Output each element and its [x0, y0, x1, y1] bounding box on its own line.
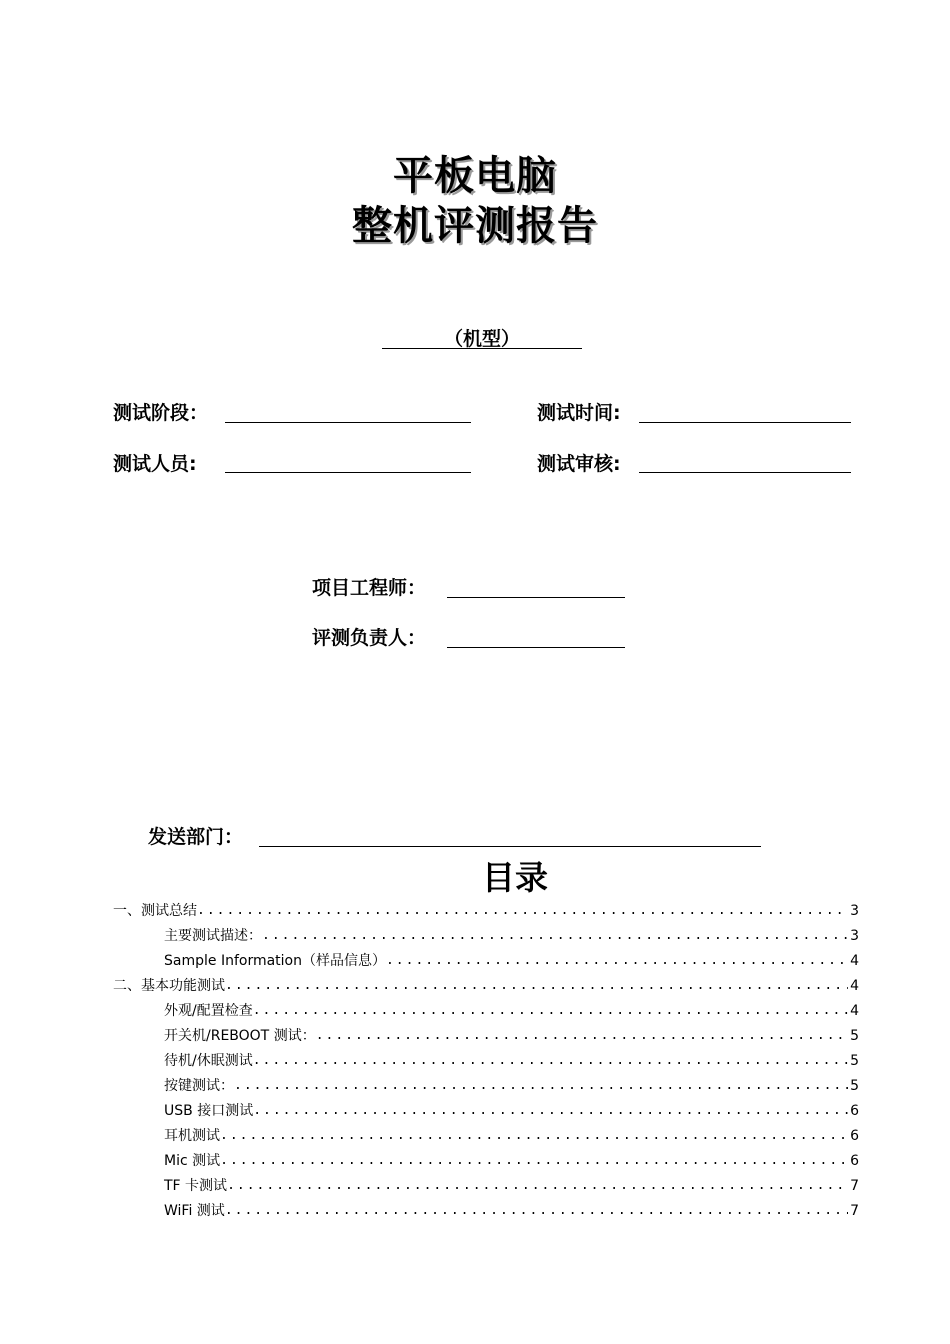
toc-item[interactable] [113, 995, 859, 1020]
toc-item[interactable] [113, 920, 859, 945]
toc-item-text: 一、测试总结 [113, 903, 197, 919]
toc-item-text: 按键测试： [164, 1078, 234, 1094]
toc-leader [225, 1202, 848, 1220]
toc-title: 目录 [482, 858, 548, 897]
test-stage-label: 测试阶段： [113, 402, 209, 424]
toc-item[interactable] [113, 1120, 859, 1145]
toc-item[interactable] [113, 1095, 859, 1120]
test-time-label: 测试时间: [537, 402, 621, 424]
toc-leader [227, 1177, 848, 1195]
toc-item-text: Mic 测试 [164, 1153, 221, 1169]
toc-item-page: 3 [850, 903, 859, 919]
toc-item-page: 4 [850, 1003, 859, 1019]
project-engineer-field[interactable] [447, 597, 625, 598]
toc-item[interactable] [113, 1145, 859, 1170]
toc-item-text: WiFi 测试 [164, 1203, 225, 1219]
toc-item-text: 开关机/REBOOT 测试： [164, 1028, 316, 1044]
toc-item-page: 6 [850, 1128, 859, 1144]
toc-item-text: Sample Information（样品信息） [164, 953, 386, 969]
toc-item[interactable] [113, 1170, 859, 1195]
send-dept-label: 发送部门： [148, 826, 244, 848]
toc-leader [386, 952, 848, 970]
toc-item-text: 主要测试描述： [164, 928, 262, 944]
toc-item[interactable] [113, 895, 859, 920]
toc-leader [253, 1052, 848, 1070]
toc-item-text: 二、基本功能测试 [113, 978, 225, 994]
toc-item-text: USB 接口测试 [164, 1103, 254, 1119]
toc-item-text: 待机/休眠测试 [164, 1053, 253, 1069]
review-label: 测试审核: [537, 453, 621, 475]
send-dept-field[interactable] [259, 846, 761, 847]
title-line-1: 平板电脑 [393, 153, 557, 199]
toc-item-page: 7 [850, 1203, 859, 1219]
toc-leader [220, 1127, 848, 1145]
toc-item-page: 4 [850, 978, 859, 994]
toc-item-text: 外观/配置检查 [164, 1003, 253, 1019]
toc-item-page: 5 [850, 1078, 859, 1094]
model-label: （机型） [443, 328, 520, 350]
toc-item-page: 3 [850, 928, 859, 944]
toc-leader [220, 1152, 848, 1170]
toc-item-page: 5 [850, 1028, 859, 1044]
test-stage-field[interactable] [225, 422, 471, 423]
test-lead-field[interactable] [447, 647, 625, 648]
toc-item[interactable] [113, 1045, 859, 1070]
toc-leader [316, 1027, 848, 1045]
toc-item[interactable] [113, 1195, 859, 1220]
toc-item-page: 6 [850, 1103, 859, 1119]
toc-item[interactable] [113, 945, 859, 970]
toc-leader [197, 902, 848, 920]
toc-leader [262, 927, 848, 945]
toc-list [113, 895, 859, 1220]
toc-item-page: 5 [850, 1053, 859, 1069]
toc-item-page: 4 [850, 953, 859, 969]
toc-item[interactable] [113, 1070, 859, 1095]
toc-item[interactable] [113, 970, 859, 995]
toc-leader [225, 977, 848, 995]
toc-leader [253, 1102, 848, 1120]
project-engineer-label: 项目工程师： [312, 577, 427, 599]
test-lead-label: 评测负责人： [312, 627, 427, 649]
toc-item[interactable] [113, 1020, 859, 1045]
review-field[interactable] [639, 472, 851, 473]
toc-item-text: TF 卡测试 [164, 1178, 228, 1194]
toc-leader [234, 1077, 848, 1095]
title-line-2: 整机评测报告 [352, 203, 598, 249]
tester-field[interactable] [225, 472, 471, 473]
toc-item-page: 7 [850, 1178, 859, 1194]
toc-leader [253, 1002, 848, 1020]
toc-item-page: 6 [850, 1153, 859, 1169]
model-underline [382, 348, 582, 349]
test-time-field[interactable] [639, 422, 851, 423]
toc-item-text: 耳机测试 [164, 1128, 220, 1144]
tester-label: 测试人员: [113, 453, 197, 475]
